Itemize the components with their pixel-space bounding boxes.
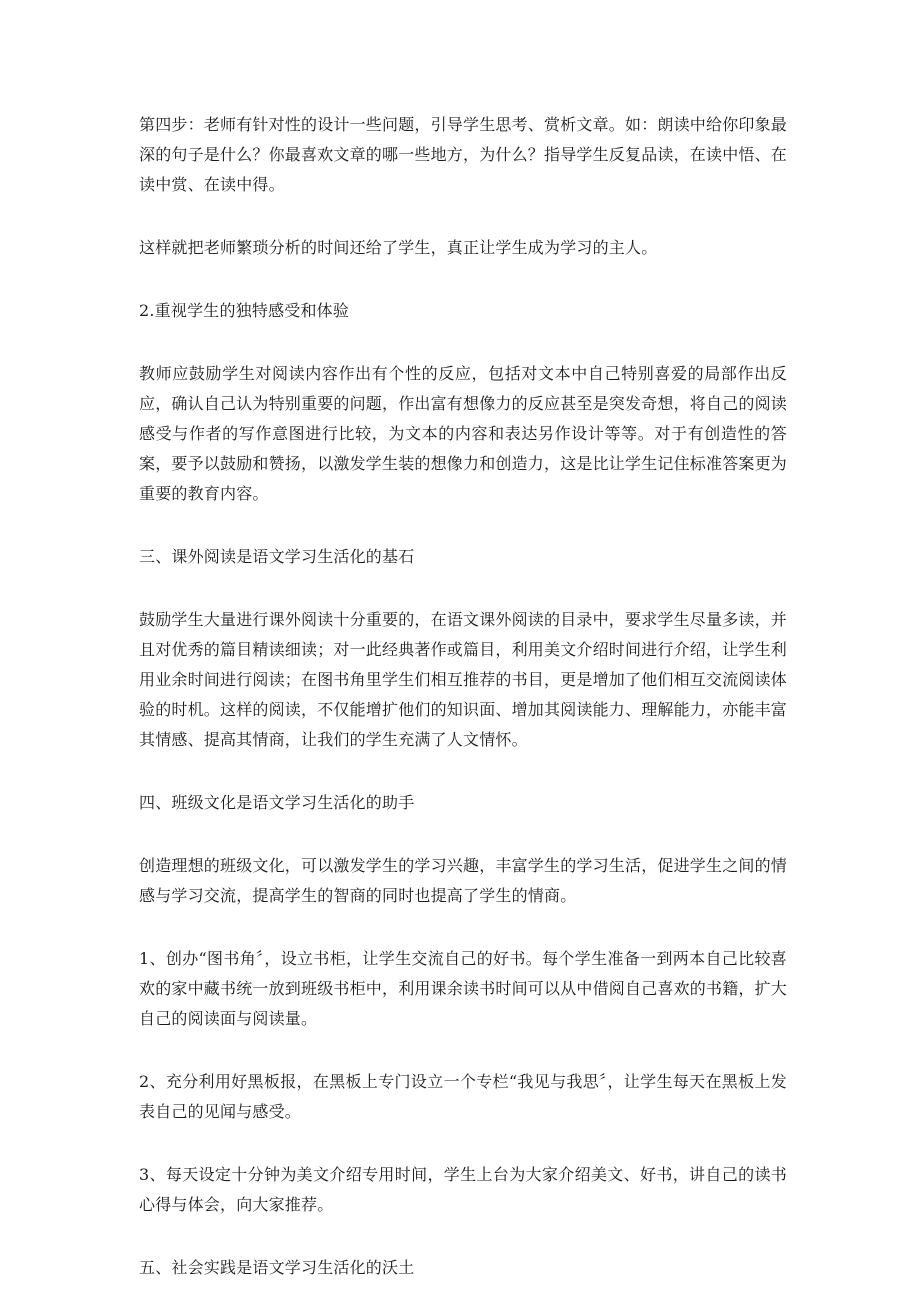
document-body [139, 110, 787, 1316]
paragraph-step-four: 第四步：老师有针对性的设计一些问题，引导学生思考、赏析文章。如：朗读中给你印象最深的句子是什么？你最喜欢文章的哪一些地方，为什么？指导学生反复品读，在读中悟、在读中赏、在读中得。 [139, 115, 788, 194]
section-heading-five: 五、社会实践是语文学习生活化的沃土 [139, 1258, 415, 1277]
list-item-daily-reading: 3、每天设定十分钟为美文介绍专用时间，学生上台为大家介绍美文、好书，讲自己的读书心得与体会，向大家推荐。 [139, 1165, 787, 1214]
section-heading-three: 三、课外阅读是语文学习生活化的基石 [139, 547, 415, 566]
paragraph-extracurricular: 鼓励学生大量进行课外阅读十分重要的，在语文课外阅读的目录中，要求学生尽量多读，并且对优秀的篇目精读细读；对一此经典著作或篇目，利用美文介绍时间进行介绍，让学生利用业余时间进行阅读；在图书角里学生们相互推荐的书目，更是增加了他们相互交流阅读体验的时机。这样的阅读，不仅能增扩他们的知识面、增加其阅读能力、理解能力，亦能丰富其情感、提高其情商，让我们的学生充满了人文情怀。 [139, 610, 788, 749]
list-item-book-corner: 1、创办“图书角〞，设立书柜，让学生交流自己的好书。每个学生准备一到两本自己比较喜欢的家中藏书统一放到班级书柜中，利用课余读书时间可以从中借阅自己喜欢的书籍，扩大自己的阅读面与阅读量。 [139, 949, 788, 1028]
paragraph-summary: 这样就把老师繁琐分析的时间还给了学生，真正让学生成为学习的主人。 [139, 238, 658, 257]
paragraph-teacher-encourage: 教师应鼓励学生对阅读内容作出有个性的反应，包括对文本中自己特别喜爱的局部作出反应，确认自己认为特别重要的问题，作出富有想像力的反应甚至是突发奇想，将自己的阅读感受与作者的写作意图进行比较，为文本的内容和表达另作设计等等。对于有创造性的答案，要予以鼓励和赞扬，以激发学生装的想像力和创造力，这是比让学生记住标准答案更为重要的教育内容。 [139, 364, 788, 503]
list-item-blackboard: 2、充分利用好黑板报，在黑板上专门设立一个专栏“我见与我思〞，让学生每天在黑板上发表自己的见闻与感受。 [139, 1072, 787, 1121]
section-heading-2: 2.重视学生的独特感受和体验 [139, 301, 350, 320]
paragraph-class-culture: 创造理想的班级文化，可以激发学生的学习兴趣，丰富学生的学习生活，促进学生之间的情感与学习交流，提高学生的智商的同时也提高了学生的情商。 [139, 856, 788, 905]
section-heading-four: 四、班级文化是语文学习生活化的助手 [139, 793, 415, 812]
